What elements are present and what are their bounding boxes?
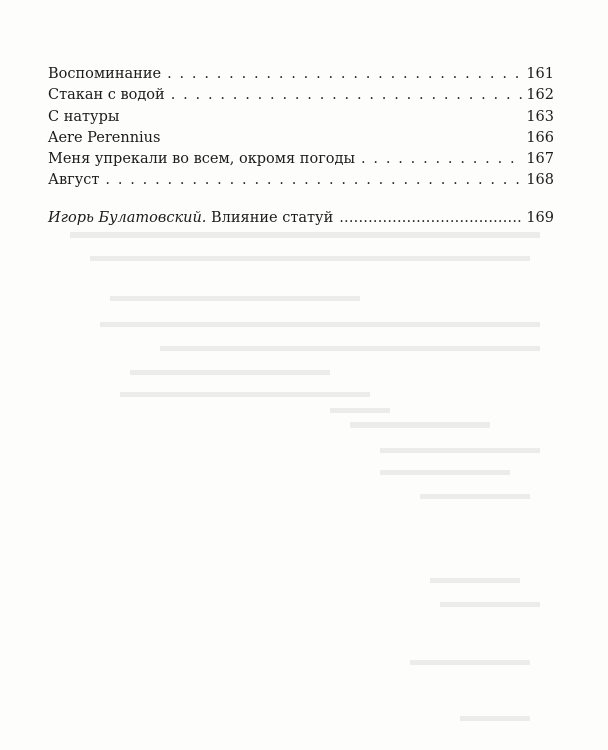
toc-entry-page: 167 bbox=[526, 151, 554, 168]
dot-leader bbox=[361, 149, 522, 170]
toc-entry-page: 169 bbox=[526, 209, 554, 226]
toc-entry[interactable] bbox=[48, 85, 554, 106]
dot-leader bbox=[171, 85, 523, 106]
dot-leader bbox=[105, 170, 522, 191]
dot-leader bbox=[339, 208, 522, 229]
table-of-contents bbox=[48, 64, 554, 229]
toc-entry-title: Меня упрекали во всем, окромя погоды bbox=[48, 151, 355, 168]
toc-entry-title: Август bbox=[48, 172, 100, 189]
toc-entry-title: Aere Perennius bbox=[48, 129, 161, 146]
toc-entry-title: Воспоминание bbox=[48, 66, 162, 82]
toc-entry[interactable] bbox=[48, 64, 554, 85]
toc-entry-title: Стакан с водой bbox=[48, 87, 165, 104]
toc-entry[interactable] bbox=[48, 149, 554, 170]
toc-entry-heading bbox=[48, 208, 339, 229]
toc-entry-page: 161 bbox=[526, 66, 554, 82]
toc-entry-page: 166 bbox=[526, 129, 554, 146]
toc-entry-page: 162 bbox=[526, 87, 554, 104]
toc-entry[interactable] bbox=[48, 128, 554, 149]
toc-entry-page: 168 bbox=[526, 172, 554, 189]
dot-leader bbox=[167, 64, 522, 85]
toc-entry-page: 163 bbox=[526, 108, 554, 125]
toc-entry-title: С натуры bbox=[48, 108, 120, 125]
toc-entry[interactable] bbox=[48, 170, 554, 191]
toc-entry[interactable] bbox=[48, 107, 554, 128]
toc-entry-author[interactable] bbox=[48, 208, 554, 229]
toc-entry-title: Влияние статуй bbox=[211, 209, 334, 226]
author-name: Игорь Булатовский. bbox=[48, 209, 207, 226]
